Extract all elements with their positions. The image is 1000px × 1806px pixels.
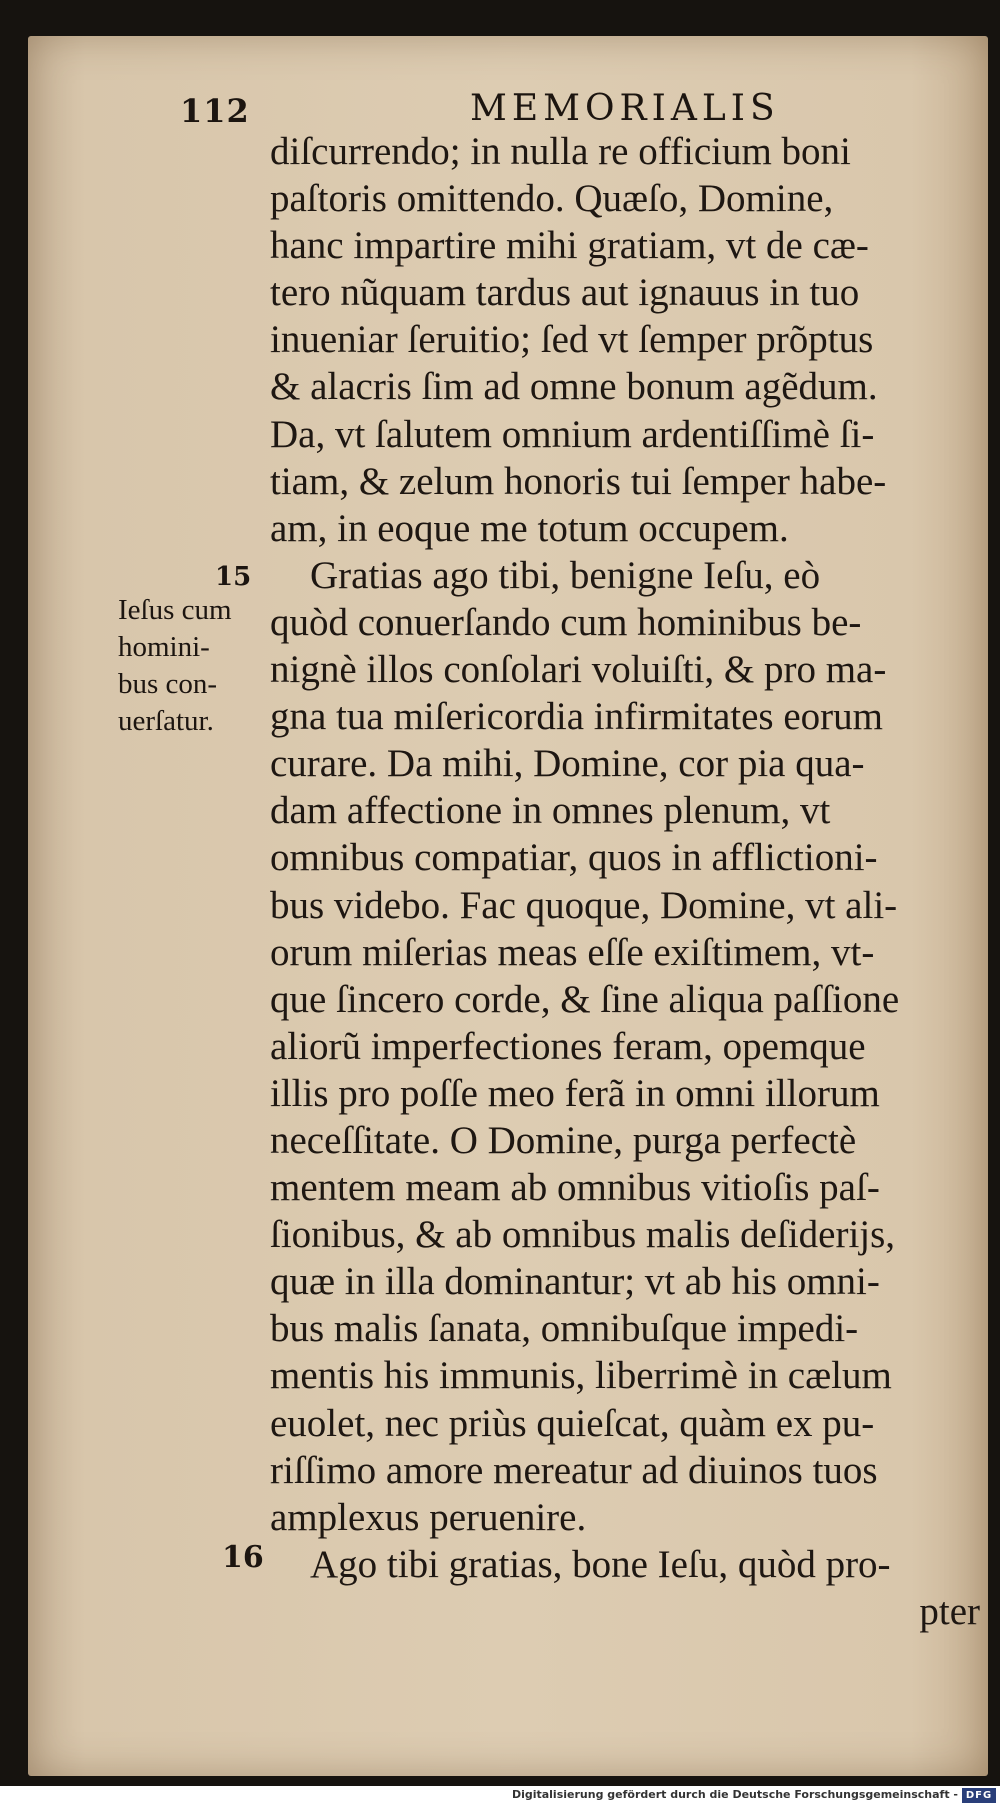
footer-bar <box>0 1786 1000 1806</box>
paragraph-start-line: Gratias ago tibi, benigne Ieſu, eò <box>310 553 821 597</box>
text-line: quæ in illa dominantur; vt ab his omni- <box>270 1260 880 1304</box>
text-line: bus videbo. Fac quoque, Domine, vt ali- <box>270 883 898 927</box>
text-line: que ſincero corde, & ſine aliqua paſſione <box>270 977 900 1021</box>
funding-credit: Digitalisierung gefördert durch die Deutsche Forschungsgemeinschaft - <box>511 1788 958 1801</box>
text-line: amplexus peruenire. <box>270 1495 587 1539</box>
text-line: bus malis ſanata, omnibuſque impedi- <box>270 1307 859 1351</box>
text-line: omnibus compatiar, quos in afflictioni- <box>270 836 878 880</box>
text-line: diſcurrendo; in nulla re officium boni <box>270 130 851 173</box>
page-number: 112 <box>180 92 250 130</box>
marginal-note-line: bus con- <box>118 668 218 700</box>
text-line: quòd conuerſando cum hominibus be- <box>270 600 862 644</box>
text-line: paſtoris omittendo. Quæſo, Domine, <box>270 177 834 221</box>
marginal-note <box>118 592 278 740</box>
marginal-note-line: uerſatur. <box>118 705 214 737</box>
text-line: hanc impartire mihi gratiam, vt de cæ- <box>270 224 869 268</box>
body-text <box>270 128 980 1635</box>
marginal-note-line: Ieſus cum <box>118 594 232 626</box>
text-line: curare. Da mihi, Domine, cor pia qua- <box>270 742 865 786</box>
text-line: Da, vt ſalutem omnium ardentiſſimè ſi- <box>270 412 875 456</box>
text-line: tiam, & zelum honoris tui ſemper habe- <box>270 459 887 503</box>
verse-number-16: 16 <box>222 1540 264 1575</box>
paragraph-start-line: Ago tibi gratias, bone Ieſu, quòd pro- <box>310 1542 891 1586</box>
text-line: illis pro poſſe meo ferã in omni illorum <box>270 1071 880 1115</box>
text-line: tero nũquam tardus aut ignauus in tuo <box>270 271 860 315</box>
text-line: gna tua miſericordia infirmitates eorum <box>270 695 883 739</box>
verse-number-15: 15 <box>215 562 252 592</box>
text-line: riſſimo amore mereatur ad diuinos tuos <box>270 1448 878 1492</box>
text-line: mentem meam ab omnibus vitioſis paſ- <box>270 1166 880 1210</box>
text-line: nignè illos conſolari voluiſti, & pro ma- <box>270 648 887 692</box>
text-line: inueniar ſeruitio; ſed vt ſemper prõptus <box>270 318 874 362</box>
text-line: aliorũ imperfectiones feram, opemque <box>270 1024 866 1068</box>
running-head: MEMORIALIS <box>470 88 780 129</box>
text-line: orum miſerias meas eſſe exiſtimem, vt- <box>270 930 875 974</box>
text-line: mentis his immunis, liberrimè in cælum <box>270 1354 892 1398</box>
text-line: am, in eoque me totum occupem. <box>270 506 789 550</box>
text-line: dam affectione in omnes plenum, vt <box>270 789 831 833</box>
text-line: euolet, nec priùs quieſcat, quàm ex pu- <box>270 1401 875 1445</box>
text-line: neceſſitate. O Domine, purga perfectè <box>270 1118 857 1162</box>
dfg-logo: DFG <box>962 1788 996 1803</box>
text-line: & alacris ſim ad omne bonum agẽdum. <box>270 365 878 409</box>
marginal-note-line: homini- <box>118 631 210 663</box>
catchword: pter <box>919 1589 980 1633</box>
text-line: ſionibus, & ab omnibus malis deſiderijs, <box>270 1213 896 1257</box>
